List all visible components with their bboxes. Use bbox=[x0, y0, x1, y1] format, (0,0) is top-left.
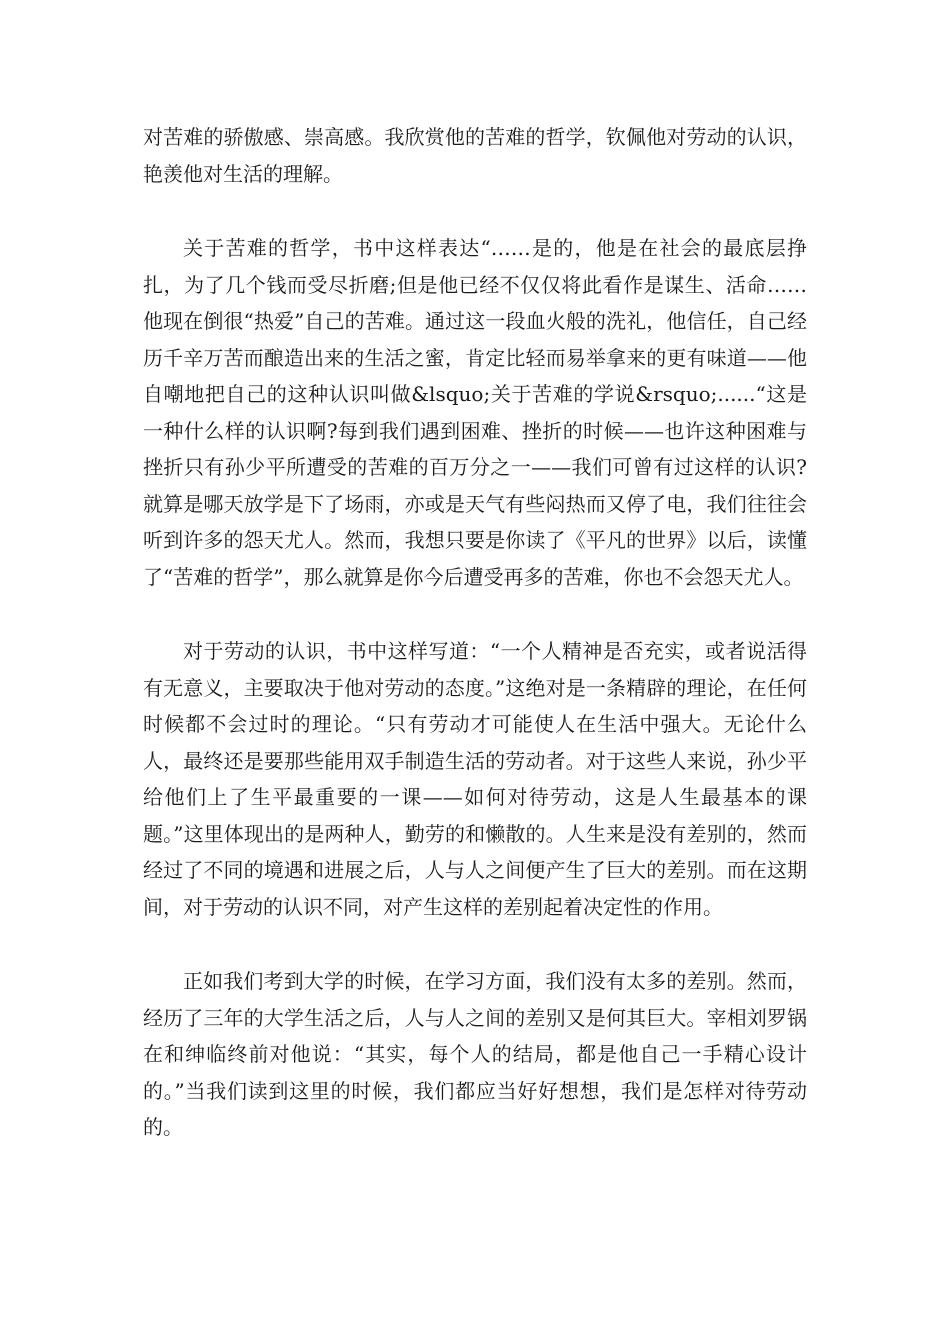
document-body bbox=[143, 119, 807, 1184]
paragraph-3: 对于劳动的认识，书中这样写道：“一个人精神是否充实，或者说活得有无意义，主要取决于他对劳动的态度。”这绝对是一条精辟的理论，在任何时候都不会过时的理论。“只有劳动才可能使人在生活中强大。无论什么人，最终还是要那些能用双手制造生活的劳动者。对于这些人来说，孙少平给他们上了生平最重要的一课——如何对待劳动，这是人生最基本的课题。”这里体现出的是两种人，勤劳的和懒散的。人生来是没有差别的，然而经过了不同的境遇和进展之后，人与人之间便产生了巨大的差别。而在这期间，对于劳动的认识不同，对产生这样的差别起着决定性的作用。 bbox=[143, 639, 807, 919]
paragraph-4: 正如我们考到大学的时候，在学习方面，我们没有太多的差别。然而，经历了三年的大学生活之后，人与人之间的差别又是何其巨大。宰相刘罗锅在和绅临终前对他说：“其实，每个人的结局，都是他自己一手精心设计的。”当我们读到这里的时候，我们都应当好好想想，我们是怎样对待劳动的。 bbox=[143, 969, 807, 1139]
paragraph-1: 对苦难的骄傲感、崇高感。我欣赏他的苦难的哲学，钦佩他对劳动的认识，艳羡他对生活的理解。 bbox=[143, 125, 807, 186]
paragraph-2: 关于苦难的哲学，书中这样表达“……是的，他是在社会的最底层挣扎，为了几个钱而受尽折磨;但是他已经不仅仅将此看作是谋生、活命……他现在倒很“热爱”自己的苦难。通过这一段血火般的洗礼，他信任，自己经历千辛万苦而酿造出来的生活之蜜，肯定比轻而易举拿来的更有味道——他自嘲地把自己的这种认识叫做&lsquo;关于苦难的学说&rsquo;......“这是一种什么样的认识啊?每到我们遇到困难、挫折的时候——也许这种困难与挫折只有孙少平所遭受的苦难的百万分之一——我们可曾有过这样的认识?就算是哪天放学是下了场雨，亦或是天气有些闷热而又停了电，我们往往会听到许多的怨天尤人。然而，我想只要是你读了《平凡的世界》以后，读懂了“苦难的哲学”，那么就算是你今后遭受再多的苦难，你也不会怨天尤人。 bbox=[143, 236, 807, 589]
